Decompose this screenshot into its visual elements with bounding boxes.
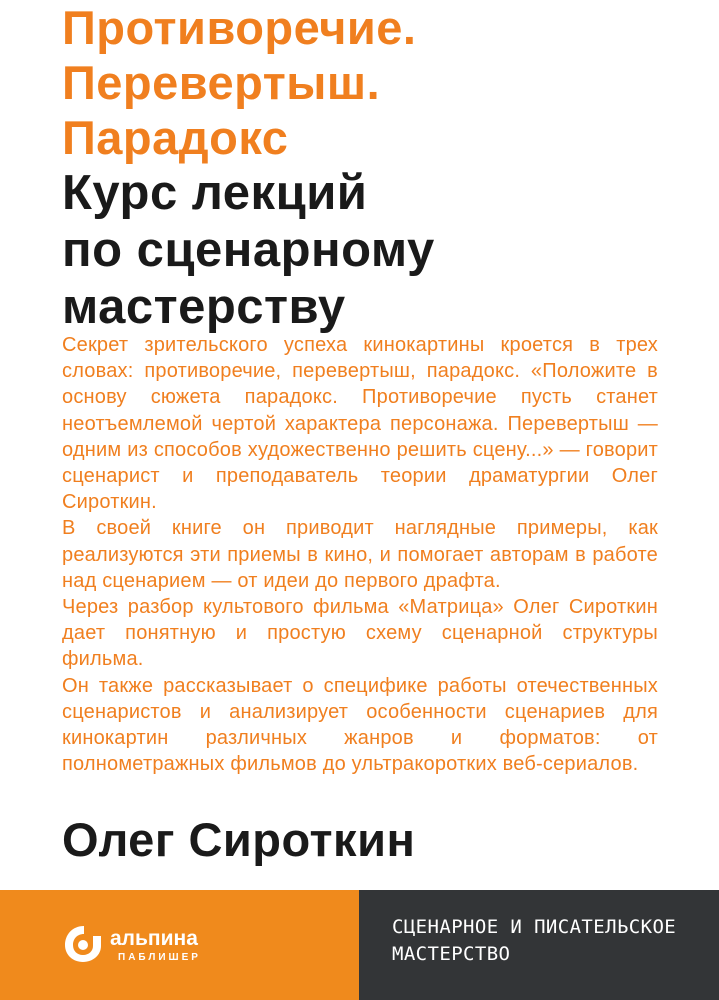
series-panel	[359, 890, 719, 1000]
book-title-line: Перевертыш.	[62, 56, 381, 109]
cover-title-block	[62, 0, 702, 336]
book-title-line: Парадокс	[62, 111, 289, 164]
book-blurb	[62, 332, 658, 777]
blurb-paragraph: В своей книге он приводит наглядные примеры, как реализуются эти приемы в кино, и помогает авторам в работе над сценарием — от идеи до первого драфта.	[62, 517, 658, 592]
series-line: СЦЕНАРНОЕ И ПИСАТЕЛЬСКОЕ	[392, 916, 677, 938]
author-name: Олег Сироткин	[62, 813, 416, 866]
blurb-paragraph: Секрет зрительского успеха кинокартины кроется в трех словах: противоречие, перевертыш, парадокс. «Положите в основу сюжета парадокс. Противоречие пусть станет неотъемлемой чертой характера персонажа. Перевертыш — одним из способов художественно решить сцену...» — говорит сценарист и преподаватель теории драматургии Олег Сироткин.	[62, 334, 658, 514]
book-title-line: Противоречие.	[62, 1, 417, 54]
book-subtitle-line: мастерству	[62, 280, 346, 334]
book-subtitle-line: по сценарному	[62, 223, 435, 277]
blurb-paragraph: Он также рассказывает о специфике работы отечественных сценаристов и анализирует особенности сценариев для кинокартин различных жанров и форматов: от полнометражных фильмов до ультракоротких веб-сериалов.	[62, 674, 658, 776]
series-name	[392, 914, 702, 968]
series-line: МАСТЕРСТВО	[392, 943, 511, 965]
book-title	[62, 0, 702, 165]
publisher-name: альпина	[110, 927, 198, 950]
publisher-logo	[62, 922, 262, 972]
book-subtitle-line: Курс лекций	[62, 166, 368, 220]
publisher-panel	[0, 890, 359, 1000]
publisher-subname: ПАБЛИШЕР	[118, 952, 201, 963]
book-subtitle	[62, 165, 702, 336]
blurb-paragraph: Через разбор культового фильма «Матрица» Олег Сироткин дает понятную и простую схему сценарной структуры фильма.	[62, 596, 658, 671]
alpina-logo-icon	[62, 922, 106, 966]
